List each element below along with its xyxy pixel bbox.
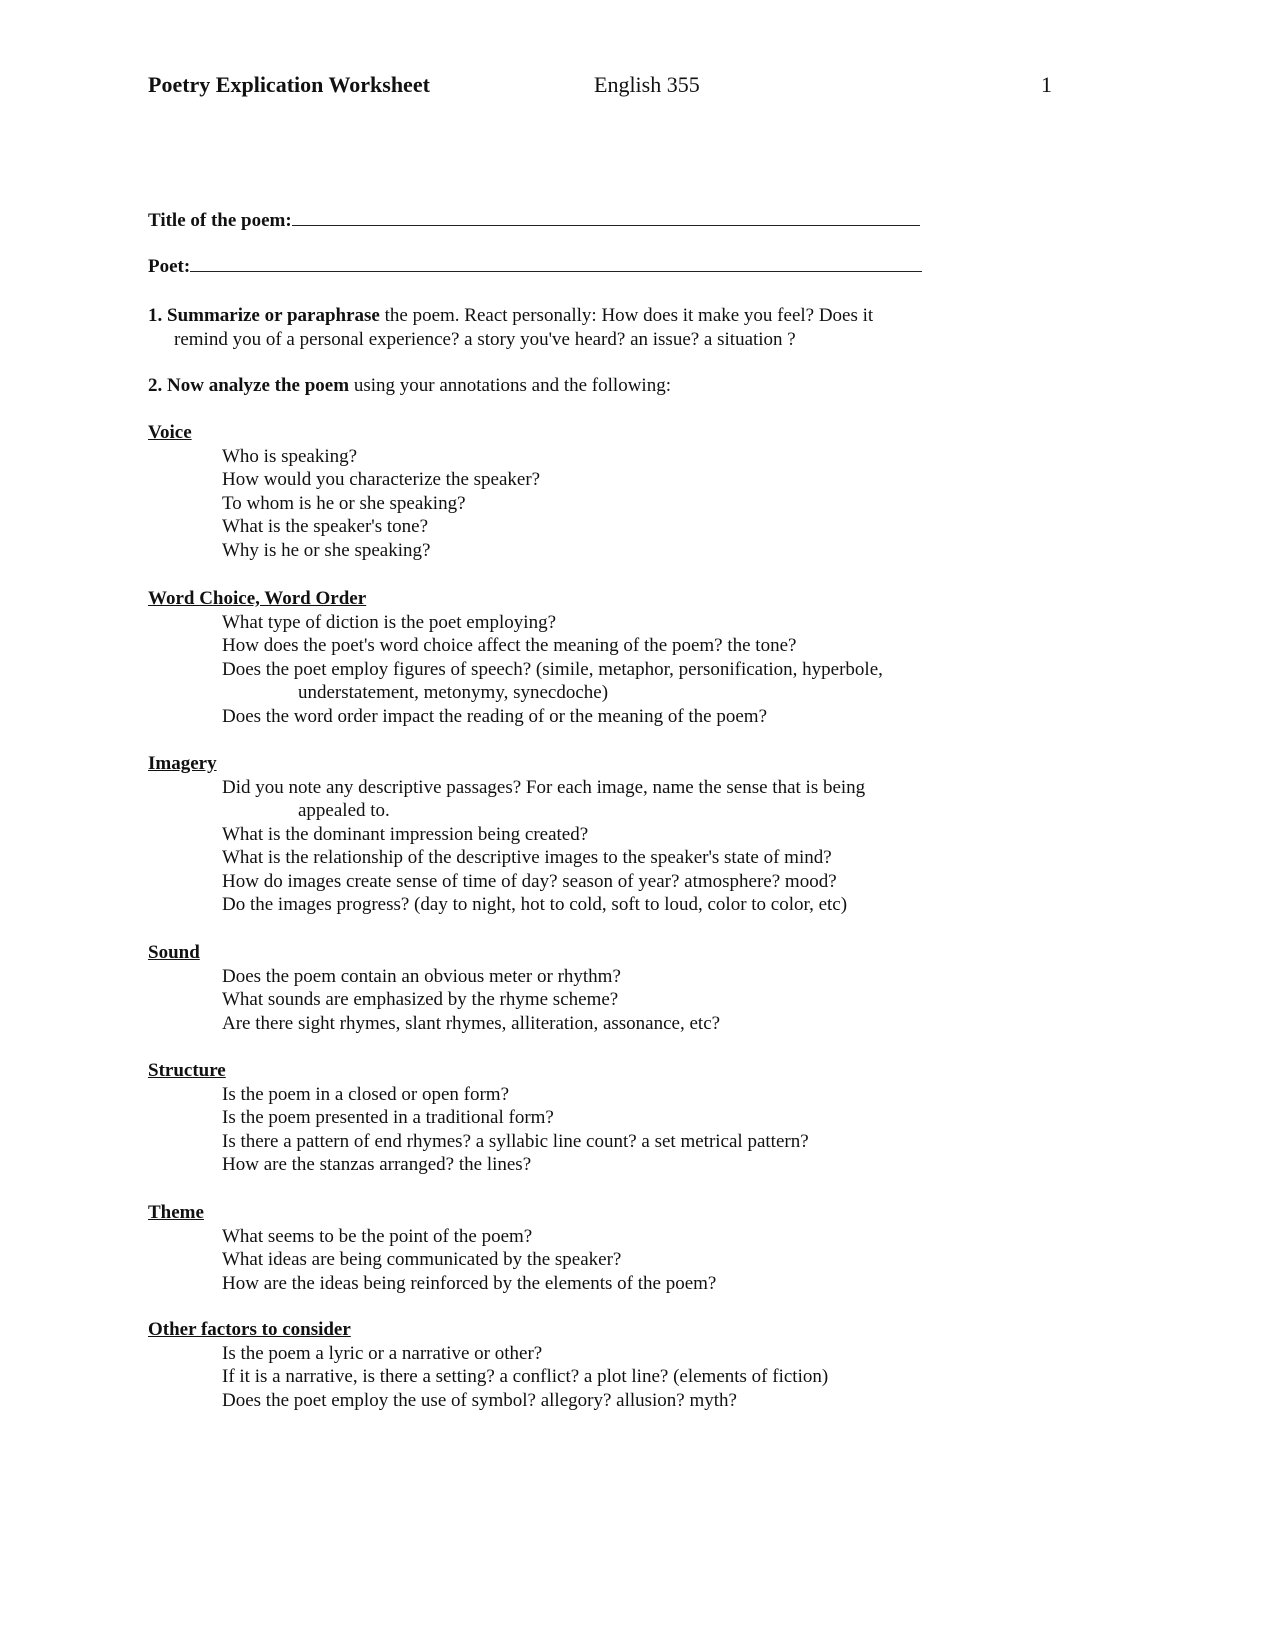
question-item-text: Does the poet employ figures of speech? (simile, metaphor, personification, hyperbole,: [222, 658, 883, 680]
question-item: To whom is he or she speaking?: [222, 492, 466, 514]
document-title: Poetry Explication Worksheet: [148, 72, 430, 97]
question-item: Do the images progress? (day to night, hot to cold, soft to loud, color to color, etc): [222, 894, 848, 915]
question-item: How are the stanzas arranged? the lines?: [222, 1154, 532, 1175]
question-item: Is the poem a lyric or a narrative or other?: [222, 1342, 543, 1364]
poem-title-field[interactable]: [148, 207, 948, 235]
question-2-text: using your annotations and the following:: [349, 375, 671, 396]
section-heading: Word Choice, Word Order: [148, 588, 367, 609]
section-sound: [148, 941, 968, 1035]
question-item: [148, 658, 968, 705]
question-2-bold: 2. Now analyze the poem: [148, 375, 350, 396]
question-1-bold: 1. Summarize or paraphrase: [148, 305, 380, 326]
section-heading: Voice: [148, 422, 192, 443]
question-item: How are the ideas being reinforced by the elements of the poem?: [222, 1272, 717, 1294]
question-item: Does the word order impact the reading of or the meaning of the poem?: [222, 705, 768, 727]
section-word-choice: [148, 587, 968, 728]
question-item: What seems to be the point of the poem?: [222, 1225, 533, 1247]
page-header: [148, 72, 1052, 102]
section-heading: Other factors to consider: [148, 1319, 351, 1340]
question-1-text: the poem. React personally: How does it make you feel? Does it: [379, 305, 874, 326]
question-item: If it is a narrative, is there a setting? a conflict? a plot line? (elements of fiction): [222, 1366, 829, 1387]
poet-blank-line[interactable]: [190, 253, 922, 272]
section-imagery: [148, 752, 968, 917]
question-item-text: Did you note any descriptive passages? For each image, name the sense that is being: [222, 776, 866, 798]
question-item: [148, 776, 968, 823]
question-item-wrap: understatement, metonymy, synecdoche): [298, 682, 609, 703]
poem-title-blank-line[interactable]: [292, 207, 920, 226]
poet-label: Poet:: [148, 256, 191, 277]
section-voice: [148, 421, 968, 562]
question-item: How do images create sense of time of day? season of year? atmosphere? mood?: [222, 870, 837, 892]
section-heading: Sound: [148, 942, 200, 963]
question-item: Who is speaking?: [222, 445, 358, 467]
question-item: What type of diction is the poet employing?: [222, 611, 557, 633]
question-1: [148, 304, 968, 352]
question-item: Are there sight rhymes, slant rhymes, alliteration, assonance, etc?: [222, 1012, 721, 1034]
question-item: Why is he or she speaking?: [222, 539, 431, 561]
question-item: How would you characterize the speaker?: [222, 469, 541, 490]
question-item: Does the poet employ the use of symbol? allegory? allusion? myth?: [222, 1389, 737, 1411]
section-theme: [148, 1201, 968, 1295]
question-item: What is the dominant impression being created?: [222, 823, 589, 845]
poet-field[interactable]: [148, 253, 948, 281]
question-1-continuation: remind you of a personal experience? a story you've heard? an issue? a situation ?: [174, 329, 796, 350]
question-item: What is the speaker's tone?: [222, 516, 429, 537]
question-item: What ideas are being communicated by the speaker?: [222, 1249, 622, 1270]
fill-in-fields: [148, 207, 948, 299]
section-heading: Theme: [148, 1202, 204, 1223]
question-item-wrap: appealed to.: [298, 800, 390, 821]
question-item: Is the poem in a closed or open form?: [222, 1083, 510, 1105]
question-item: What is the relationship of the descriptive images to the speaker's state of mind?: [222, 847, 832, 868]
course-name: English 355: [594, 72, 700, 97]
page-number: 1: [1041, 72, 1052, 97]
question-item: Is the poem presented in a traditional form?: [222, 1107, 554, 1128]
question-item: How does the poet's word choice affect the meaning of the poem? the tone?: [222, 635, 797, 656]
section-structure: [148, 1059, 968, 1177]
question-item: Does the poem contain an obvious meter or rhythm?: [222, 965, 621, 987]
section-heading: Imagery: [148, 753, 217, 774]
question-2: [148, 374, 968, 398]
question-item: What sounds are emphasized by the rhyme scheme?: [222, 989, 619, 1010]
section-other-factors: [148, 1318, 968, 1412]
poem-title-label: Title of the poem:: [148, 210, 292, 231]
section-heading: Structure: [148, 1060, 226, 1081]
question-item: Is there a pattern of end rhymes? a syllabic line count? a set metrical pattern?: [222, 1130, 809, 1152]
